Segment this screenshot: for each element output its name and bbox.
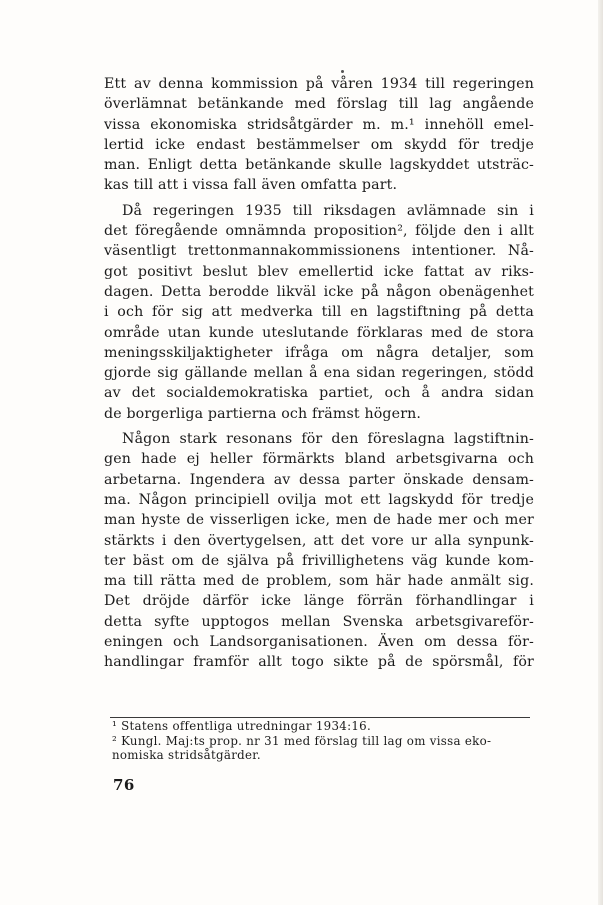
text-line: arbetarna. Ingendera av dessa parter önskade densam- <box>104 471 534 488</box>
footnote-line: ¹ Statens offentliga utredningar 1934:16. <box>112 719 372 733</box>
text-line: detta syfte upptogos mellan Svenska arbetsgivareför- <box>104 613 534 630</box>
text-line: de borgerliga partierna och främst högern. <box>104 405 422 422</box>
text-line: område utan kunde uteslutande förklaras med de stora <box>104 324 534 341</box>
footnote-line: nomiska stridsåtgärder. <box>112 748 261 762</box>
text-line: lertid icke endast bestämmelser om skydd för tredje <box>104 136 534 153</box>
text-line: Det dröjde därför icke länge förrän förhandlingar i <box>104 593 534 610</box>
text-line: gen hade ej heller förmärkts bland arbetsgivarna och <box>104 451 534 468</box>
text-line: dagen. Detta berodde likväl icke på någon obenägenhet <box>104 283 534 300</box>
text-line: stärkts i den övertygelsen, att det vore ur alla synpunk- <box>104 532 534 549</box>
text-line: ma till rätta med de problem, som här hade anmält sig. <box>104 573 534 590</box>
ink-speck <box>341 70 344 73</box>
text-line: Någon stark resonans för den föreslagna lagstiftnin- <box>122 431 534 448</box>
text-line: got positivt beslut blev emellertid icke fattat av riks- <box>104 263 534 280</box>
text-line: i och för sig att medverka till en lagstiftning på detta <box>104 304 534 321</box>
paragraph-1 <box>104 74 534 196</box>
text-line: överlämnat betänkande med förslag till lag angående <box>104 96 534 113</box>
paragraph-2 <box>104 201 534 424</box>
footnote-1 <box>112 719 532 734</box>
text-line: av det socialdemokratiska partiet, och å andra sidan <box>104 385 534 402</box>
text-line: man. Enligt detta betänkande skulle lagskyddet utsträc- <box>104 157 534 174</box>
text-line: kas till att i vissa fall även omfatta part. <box>104 177 398 194</box>
footnote-divider <box>110 717 530 718</box>
text-line: ter bäst om de själva på frivillighetens väg kunde kom- <box>104 552 534 569</box>
text-line: väsentligt trettonmannakommissionens intentioner. Nå- <box>104 243 534 260</box>
text-line: handlingar framför allt togo sikte på de spörsmål, för <box>104 654 534 671</box>
footnote-2 <box>112 734 532 763</box>
text-line: eningen och Landsorganisationen. Även om dessa för- <box>104 634 534 651</box>
page-edge-shadow <box>598 0 603 905</box>
footnotes <box>112 719 532 763</box>
text-line: man hyste de visserligen icke, men de hade mer och mer <box>104 512 534 529</box>
text-line: ma. Någon principiell ovilja mot ett lagskydd för tredje <box>104 491 534 508</box>
text-line: gjorde sig gällande mellan å ena sidan regeringen, stödd <box>104 365 534 382</box>
text-line: Ett av denna kommission på våren 1934 till regeringen <box>104 76 534 92</box>
text-line: Då regeringen 1935 till riksdagen avlämnade sin i <box>122 202 534 219</box>
footnote-line: ² Kungl. Maj:ts prop. nr 31 med förslag till lag om vissa eko- <box>112 733 492 748</box>
text-line: vissa ekonomiska stridsåtgärder m. m.¹ innehöll emel- <box>104 116 534 133</box>
page-number: 76 <box>113 776 135 794</box>
body-text <box>104 74 534 673</box>
text-line: det föregående omnämnda proposition², följde den i allt <box>104 223 534 240</box>
paragraph-3 <box>104 429 534 673</box>
text-line: meningsskiljaktigheter ifråga om några detaljer, som <box>104 344 534 361</box>
